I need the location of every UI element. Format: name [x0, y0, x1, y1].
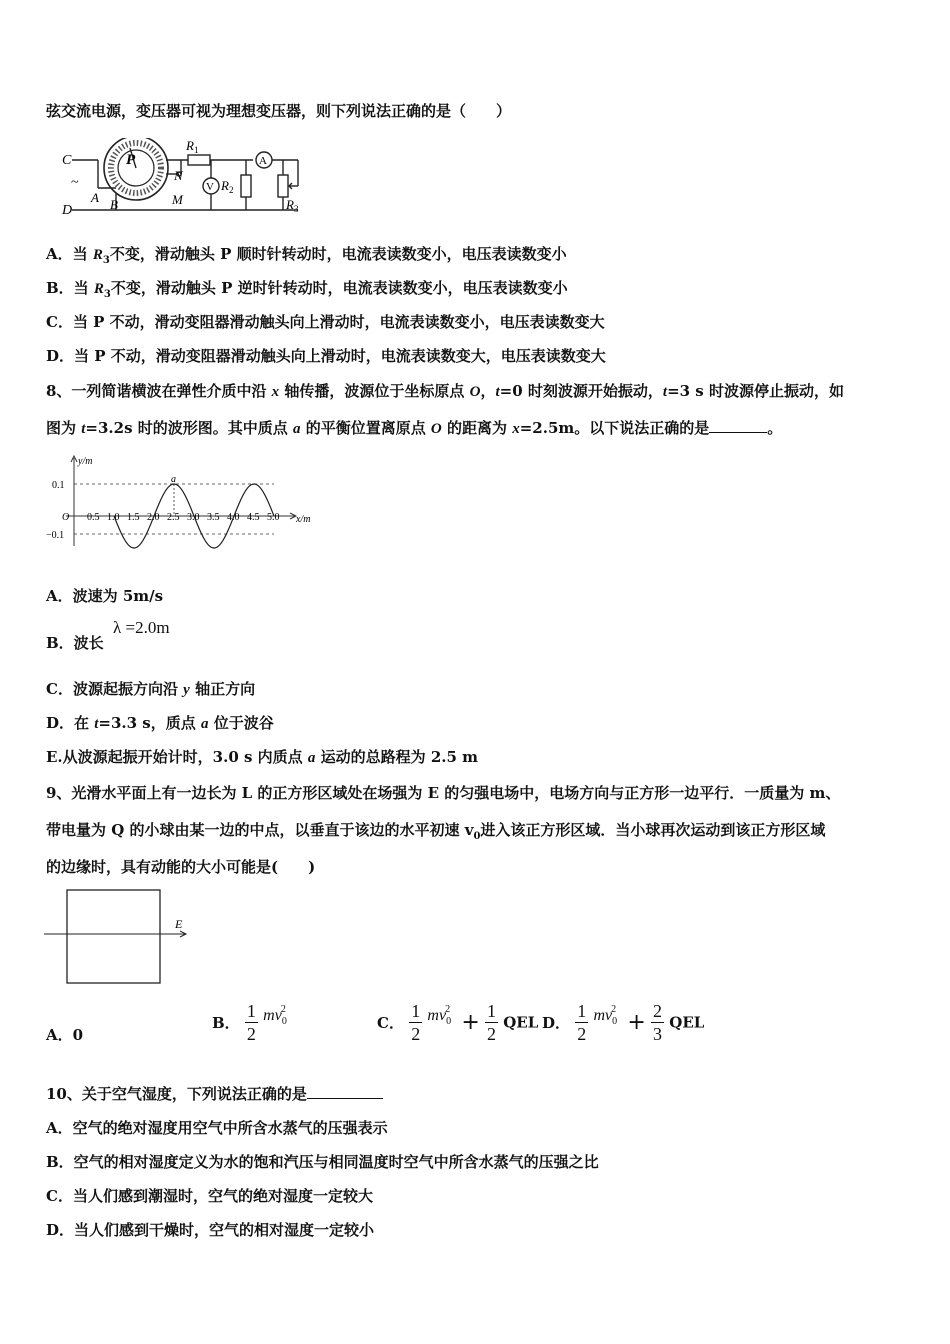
- q9-field-diagram: [44, 886, 194, 986]
- x-tick-label: 3.0: [187, 512, 200, 523]
- voltmeter-icon: V: [206, 181, 214, 193]
- answer-blank: [709, 418, 767, 433]
- x-tick-label: 4.0: [227, 512, 240, 523]
- q8-option-d: D．在 t=3.3 s，质点 a 位于波谷: [46, 714, 274, 732]
- field-e-label: E: [175, 917, 183, 931]
- q7-stem: 弦交流电源，变压器可视为理想变压器，则下列说法正确的是（ ）: [46, 102, 512, 120]
- label-B-terminal: B: [110, 197, 118, 212]
- point-a-label: a: [171, 474, 176, 485]
- q8-stem-line2: 图为 t=3.2s 时的波形图。其中质点 a 的平衡位置离原点 O 的距离为 x=2.5m。以下说法正确的是 。: [46, 419, 783, 437]
- label-tilde: ~: [71, 175, 79, 190]
- q9-option-a: A．0: [46, 1026, 84, 1044]
- q8-option-c: C．波源起振方向沿 y 轴正方向: [46, 680, 256, 698]
- q9-option-b: B． $\frac{1}{2}$ $mv_0^2$: [212, 1001, 287, 1044]
- label-M: M: [172, 192, 183, 207]
- label-N: N: [174, 168, 183, 183]
- x-tick-label: 4.5: [247, 512, 260, 523]
- x-axis-label: x/m: [296, 514, 311, 525]
- label-R3: $R_3$: [286, 197, 299, 214]
- q7-option-a: A．当 $R_3$不变，滑动触头 P 顺时针转动时，电流表读数变小，电压表读数变小: [46, 245, 567, 266]
- y-tick-bottom: −0.1: [46, 530, 65, 541]
- x-tick-label: 1.0: [107, 512, 120, 523]
- q7-option-b: B．当 $R_3$不变，滑动触头 P 逆时针转动时，电流表读数变小，电压表读数变小: [46, 279, 568, 300]
- answer-blank: [307, 1084, 383, 1099]
- x-tick-label: 2.5: [167, 512, 180, 523]
- q8-option-a: A．波速为 5m/s: [46, 587, 164, 605]
- fraction-half: $\frac{1}{2}$: [246, 1001, 256, 1044]
- q10-option-b: B．空气的相对湿度定义为水的饱和汽压与相同温度时空气中所含水蒸气的压强之比: [46, 1153, 599, 1171]
- q8-option-b-lambda: λ =2.0m: [113, 618, 170, 637]
- x-tick-label: 2.0: [147, 512, 160, 523]
- label-R1: $R_1$: [186, 138, 199, 155]
- q8-option-b: B．波长: [46, 634, 104, 652]
- y-axis-label: y/m: [78, 456, 93, 467]
- q7-circuit-diagram: [58, 138, 308, 220]
- q10-option-a: A．空气的绝对湿度用空气中所含水蒸气的压强表示: [46, 1119, 388, 1137]
- label-A-terminal: A: [91, 190, 99, 205]
- label-D: D: [62, 203, 73, 218]
- x-tick-label: 1.5: [127, 512, 140, 523]
- q7-option-c: C．当 P 不动，滑动变阻器滑动触头向上滑动时，电流表读数变小，电压表读数变大: [46, 313, 605, 331]
- q9-option-d: D． $\frac{1}{2}$ $mv_0^2$ + $\frac{2}{3}$ QEL: [542, 1001, 705, 1044]
- x-tick-label: 3.5: [207, 512, 220, 523]
- label-C: C: [62, 153, 72, 168]
- origin-label: O: [62, 512, 70, 523]
- x-tick-label: 0.5: [87, 512, 100, 523]
- q9-stem-line1: 9、光滑水平面上有一边长为 L 的正方形区域处在场强为 E 的匀强电场中，电场方向与正方形一边平行．一质量为 m、: [46, 784, 841, 802]
- ammeter-icon: A: [259, 155, 267, 167]
- q9-option-c: C． $\frac{1}{2}$ $mv_0^2$ + $\frac{1}{2}$ QEL: [377, 1001, 539, 1044]
- q8-wave-graph: [44, 452, 324, 552]
- q8-option-e: E.从波源起振开始计时，3.0 s 内质点 a 运动的总路程为 2.5 m: [46, 748, 479, 766]
- q10-option-c: C．当人们感到潮湿时，空气的绝对湿度一定较大: [46, 1187, 373, 1205]
- q9-stem-line2: 带电量为 Q 的小球由某一边的中点，以垂直于该边的水平初速 $v_0$进入该正方形区域．当小球再次运动到该正方形区域: [46, 821, 826, 842]
- q9-stem-line3: 的边缘时，具有动能的大小可能是( ): [46, 858, 316, 876]
- q10-stem: 10、关于空气湿度，下列说法正确的是: [46, 1084, 383, 1104]
- q8-stem-line1: 8、一列简谐横波在弹性介质中沿 x 轴传播，波源位于坐标原点 O，t=0 时刻波源开始振动，t=3 s 时波源停止振动，如: [46, 382, 844, 400]
- label-P: P: [126, 152, 136, 168]
- y-tick-top: 0.1: [52, 480, 65, 491]
- q7-option-d: D．当 P 不动，滑动变阻器滑动触头向上滑动时，电流表读数变大，电压表读数变大: [46, 347, 606, 365]
- x-tick-label: 5.0: [267, 512, 280, 523]
- q10-option-d: D．当人们感到干燥时，空气的相对湿度一定较小: [46, 1221, 375, 1239]
- label-R2: $R_2$: [221, 178, 234, 195]
